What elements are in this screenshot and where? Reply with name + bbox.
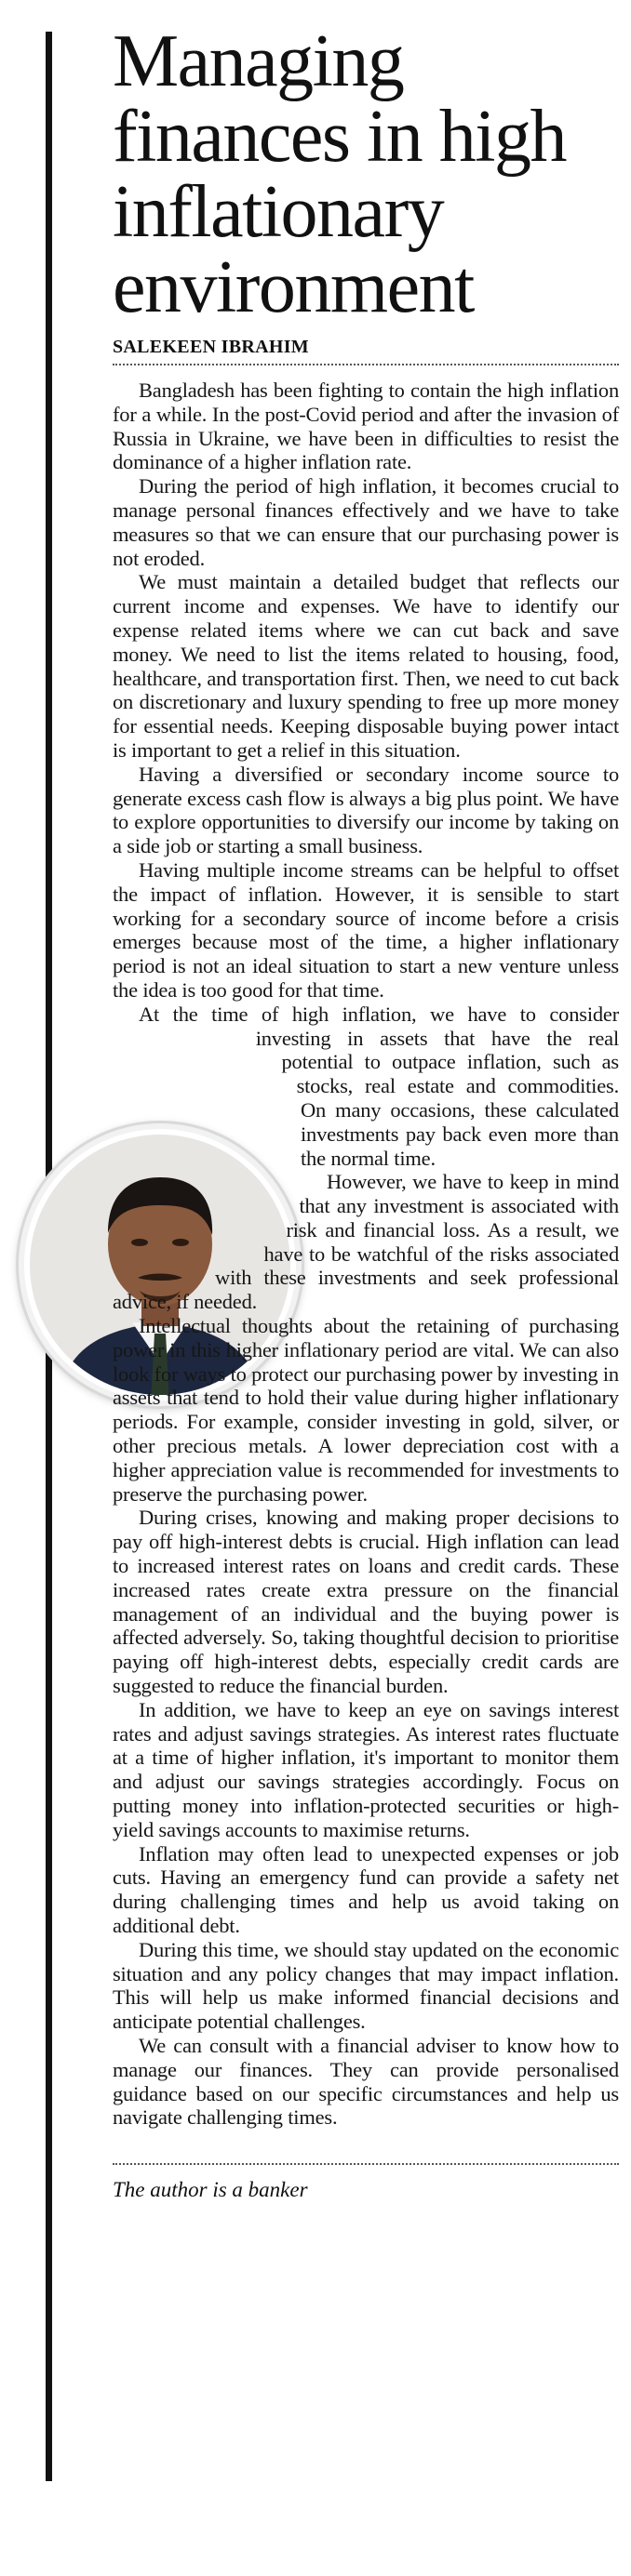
paragraph: Inflation may often lead to unexpected expenses or job cuts. Having an emergency fund can provide a safety net during challenging times and help us avoid taking on additional debt. bbox=[113, 1841, 619, 1937]
byline: SALEKEEN IBRAHIM bbox=[113, 337, 309, 357]
paragraph: In addition, we have to keep an eye on savings interest rates and adjust savings strategies. As interest rates fluctuate at a time of higher inflation, it's important to monitor them and adjust our savings strategies accordingly. Focus on putting money into inflation-protected securities or high-yield savings accounts to maximise returns. bbox=[113, 1697, 619, 1841]
author-note: The author is a banker bbox=[113, 2178, 308, 2202]
paragraph: At the time of high inflation, we have to consider investing in assets that have the real potential to outpace inflation, such as stocks, real estate and commodities. On many occasions, these calculated investments pay back even more than the normal time. bbox=[139, 1002, 619, 1170]
article-body bbox=[113, 378, 619, 2130]
portrait-wrap-area bbox=[27, 1006, 293, 1285]
article bbox=[113, 20, 619, 2202]
paragraph: Having a diversified or secondary income source to generate excess cash flow is always a big plus point. We have to explore opportunities to diversify our income by taking on a side job or starting a small business. bbox=[113, 762, 619, 858]
paragraph: Intellectual thoughts about the retaining of purchasing power in this higher inflationary period are vital. We can also look for ways to protect our purchasing power by investing in assets that tend to hold their value during higher inflationary periods. For example, consider investing in gold, silver, or other precious metals. A lower depreciation cost with a higher appreciation value is recommended for investments to preserve the purchasing power. bbox=[113, 1314, 619, 1506]
paragraph: We must maintain a detailed budget that reflects our current income and expenses. We have to identify our expense related items where we can cut back and save money. We need to list the items related to housing, food, healthcare, and transportation first. Then, we need to cut back on discretionary and luxury spending to free up more money for essential needs. Keeping disposable buying power intact is important to get a relief in this situation. bbox=[113, 570, 619, 762]
paragraph: Bangladesh has been fighting to contain the high inflation for a while. In the post-Covid period and after the invasion of Russia in Ukraine, we have been in difficulties to resist the dominance of a higher inflation rate. bbox=[113, 378, 619, 474]
paragraph: However, we have to keep in mind that any investment is associated with risk and financial loss. As a result, we have to be watchful of the risks associated with these investments and seek professional advice, if needed. bbox=[113, 1170, 619, 1314]
paragraph: During the period of high inflation, it becomes crucial to manage personal finances effectively and we have to take measures so that we can ensure that our purchasing power is not eroded. bbox=[113, 474, 619, 570]
paragraph: We can consult with a financial adviser to know how to manage our finances. They can provide personalised guidance based on our specific circumstances and help us navigate challenging times. bbox=[113, 2033, 619, 2130]
paragraph: During crises, knowing and making proper decisions to pay off high-interest debts is crucial. High inflation can lead to increased interest rates on loans and credit cards. These increased rates create extra pressure on the financial management of an individual and the buying power is affected adversely. So, taking thoughtful decision to prioritise paying off high-interest debts, especially credit cards are suggested to reduce the financial burden. bbox=[113, 1506, 619, 1698]
paragraph: During this time, we should stay updated on the economic situation and any policy changes that may impact inflation. This will help us make informed financial decisions and anticipate potential challenges. bbox=[113, 1937, 619, 2034]
footer-divider bbox=[113, 2163, 619, 2165]
paragraph: Having multiple income streams can be helpful to offset the impact of inflation. However, it is sensible to start working for a secondary source of income before a crisis emerges because most of the time, a higher inflationary period is not an ideal situation to start a new venture unless the idea is too good for that time. bbox=[113, 857, 619, 1002]
byline-divider bbox=[113, 364, 619, 365]
headline: Managing finances in high inflationary environment bbox=[113, 20, 566, 328]
